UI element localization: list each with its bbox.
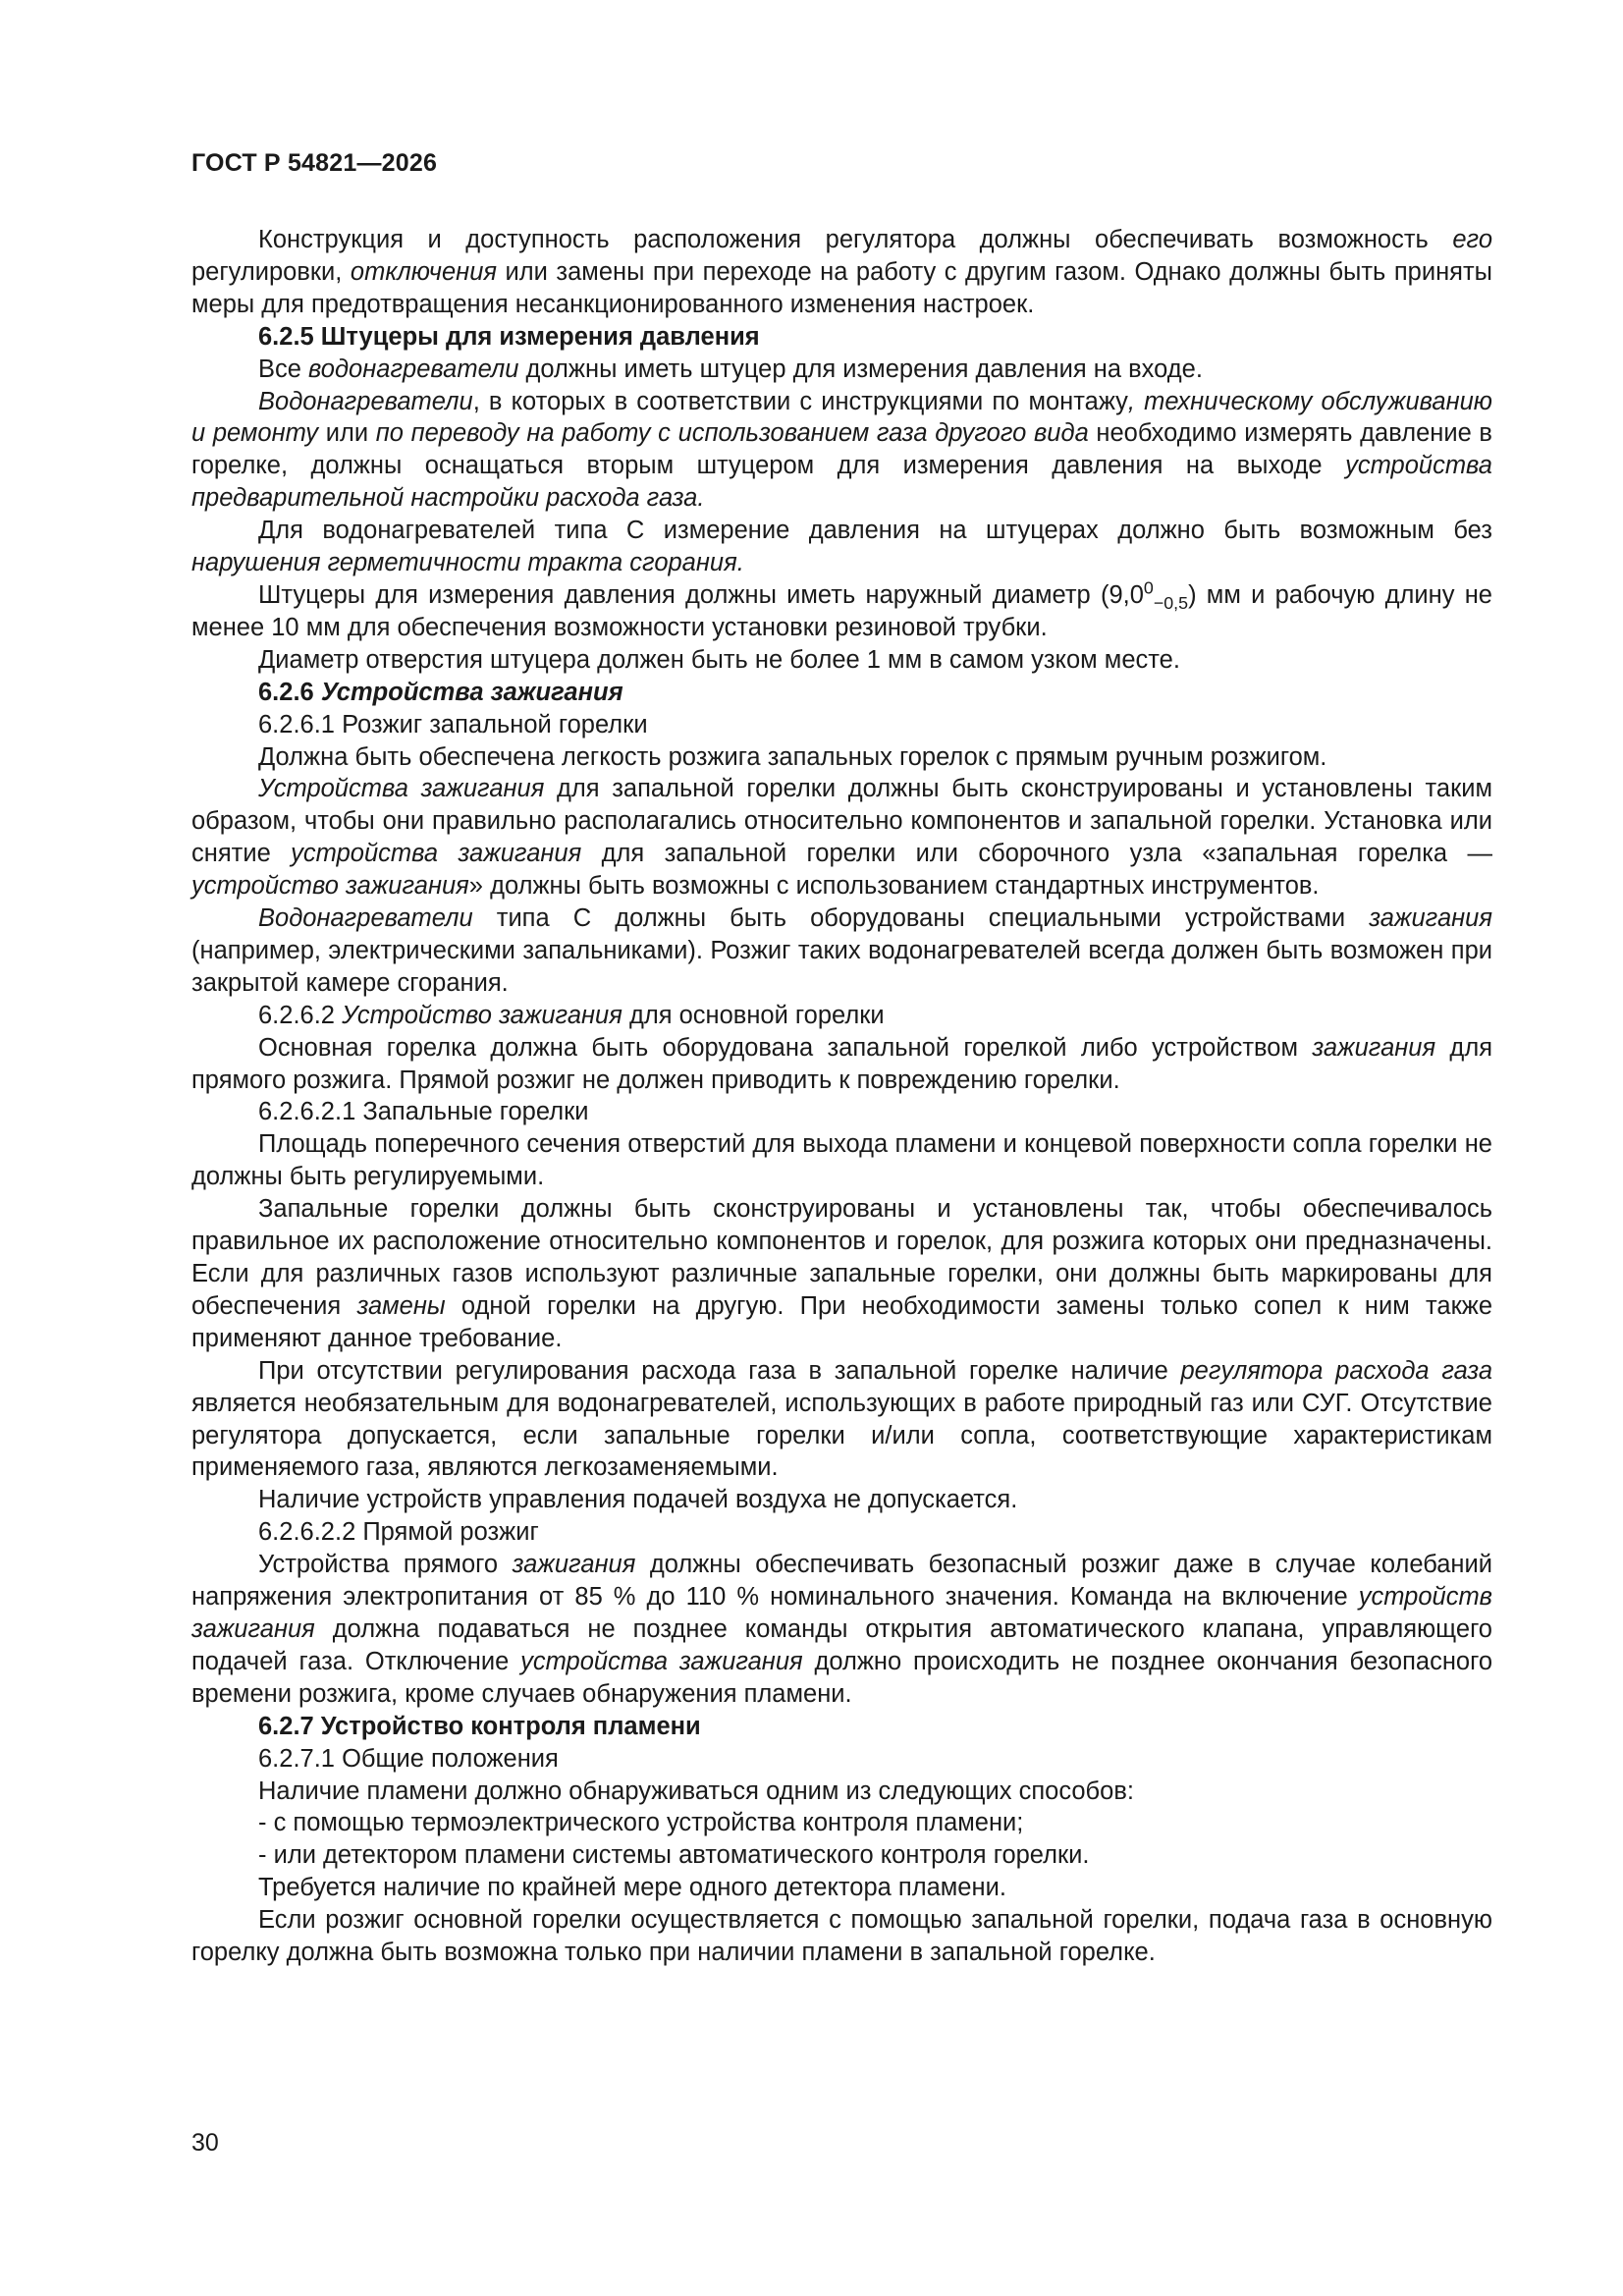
text-run: Требуется наличие по крайней мере одного детектора пламени. (258, 1874, 1006, 1902)
text-run: Устройства прямого (258, 1551, 513, 1579)
text-run: Если розжиг основной горелки осуществляется с помощью запальной горелки, подача газа в основную горелку должна быть возможна только при наличии пламени в запальной горелке. (191, 1906, 1492, 1967)
text-run: для запальной горелки должны быть сконструированы и установлены таким образом, чтобы они правильно располагались относительно компонентов и запальной горелки. Установка или снятие (191, 775, 1493, 868)
paragraph (191, 644, 1492, 677)
text-run: Площадь поперечного сечения отверстий для выхода пламени и концевой поверхности сопла горелки не должны быть регулируемыми. (191, 1130, 1492, 1191)
text-run: 6.2.7.1 Общие положения (258, 1744, 559, 1773)
text-run: Водонагреватели (258, 904, 473, 933)
text-run: (например, электрическими запальниками). Розжиг таких водонагревателей всегда должен быть возможен при закрытой камере сгорания. (191, 936, 1492, 997)
text-run: его (1452, 226, 1492, 253)
text-run: 6.2.7 Устройство контроля пламени (258, 1712, 701, 1740)
paragraph (191, 1807, 1492, 1839)
text-run: должны иметь штуцер для измерения давления на входе. (518, 355, 1203, 383)
text-run: необходимо измерять давление в горелке, должны оснащаться вторым штуцером для измерения давления на выходе (191, 419, 1492, 480)
text-run: , в которых в соответствии с инструкциями по монтажу (472, 387, 1128, 415)
paragraph (191, 224, 1492, 321)
text-run: для запальной горелки или сборочного узла «запальная горелка — (581, 840, 1492, 868)
subsection-heading (191, 1096, 1492, 1128)
paragraph (191, 1355, 1492, 1485)
page-number: 30 (191, 2129, 219, 2157)
text-run: Запальные горелки должны быть сконструированы и установлены так, чтобы обеспечивалось правильное их расположение относительно компонентов и горелок, для розжига которых они предназначены. Если для различных газов используют различные запальные горелки, они должны быть маркированы для обеспечения (191, 1195, 1492, 1320)
text-run: зажигания (1369, 904, 1492, 933)
paragraph (191, 386, 1492, 516)
text-run: » должны быть возможны с использованием стандартных инструментов. (468, 872, 1320, 901)
text-run: устройство зажигания (191, 872, 469, 901)
text-run: устройства зажигания (291, 840, 582, 868)
text-run: Должна быть обеспечена легкость розжига запальных горелок с прямым ручным розжигом. (258, 742, 1327, 771)
section-heading (191, 321, 1492, 354)
text-run: является необязательным для водонагревателей, использующих в работе природный газ или СУГ. Отсутствие регулятора допускается, если запальные горелки и/или сопла, соответствующие характеристикам применяемого газа, являются легкозаменяемыми. (191, 1389, 1492, 1482)
text-run: типа С должны быть оборудованы специальными устройствами (472, 904, 1370, 933)
text-run: отключения (350, 257, 497, 286)
paragraph (191, 1904, 1492, 1969)
paragraph (191, 1484, 1492, 1516)
text-run: Водонагреватели (258, 387, 473, 415)
text-run: ) мм и рабочую длину не менее 10 мм для обеспечения возможности установки резиновой трубки. (191, 580, 1492, 641)
text-run: Наличие пламени должно обнаруживаться одним из следующих способов: (258, 1777, 1134, 1805)
subsection-heading (191, 709, 1492, 741)
text-run: Наличие устройств управления подачей воздуха не допускается. (258, 1486, 1018, 1514)
text-run: Основная горелка должна быть оборудована запальной горелкой либо устройством (258, 1033, 1313, 1062)
paragraph (191, 1549, 1492, 1711)
paragraph (191, 1776, 1492, 1808)
text-run: для основной горелки (622, 1001, 885, 1029)
document-body (191, 224, 1492, 1969)
text-run: или замены при переходе на работу с другим газом. Однако должны быть приняты меры для предотвращения несанкционированного изменения настроек. (191, 257, 1492, 318)
text-run: водонагреватели (308, 355, 519, 383)
subsection-heading (191, 1516, 1492, 1549)
text-run: Все (258, 355, 309, 383)
section-heading (191, 1711, 1492, 1743)
text-run: 6.2.6.2.2 Прямой розжиг (258, 1518, 539, 1547)
paragraph (191, 579, 1492, 644)
text-run: Штуцеры для измерения давления должны иметь наружный диаметр (9,0 (258, 580, 1144, 609)
subsection-heading (191, 1743, 1492, 1776)
paragraph (191, 741, 1492, 774)
text-run: Устройство зажигания (342, 1001, 622, 1029)
text-run: 6.2.5 Штуцеры для измерения давления (258, 322, 760, 351)
text-run: Устройства зажигания (258, 775, 545, 803)
text-run: для прямого розжига. Прямой розжиг не должен приводить к повреждению горелки. (191, 1033, 1493, 1094)
text-run: нарушения герметичности тракта сгорания. (191, 549, 744, 577)
text-run: 6.2.6.2.1 Запальные горелки (258, 1098, 589, 1126)
text-run: 6.2.6 (258, 678, 321, 706)
text-run: При отсутствии регулирования расхода газа в запальной горелке наличие (258, 1356, 1181, 1385)
text-run: должны обеспечивать безопасный розжиг даже в случае колебаний напряжения электропитания от 85 % до 110 % номинального значения. Команда на включение (191, 1551, 1492, 1612)
section-heading (191, 677, 1492, 709)
text-run: устройства зажигания (520, 1647, 803, 1675)
paragraph (191, 1032, 1492, 1097)
document-code-header: ГОСТ Р 54821—2026 (191, 149, 438, 177)
text-run: 6.2.6.1 Розжиг запальной горелки (258, 710, 648, 738)
text-run: устройства предварительной настройки расхода газа. (191, 452, 1492, 513)
paragraph (191, 773, 1492, 902)
text-run: по переводу на работу с использованием газа другого вида (375, 419, 1089, 448)
text-run: зажигания (512, 1551, 636, 1579)
text-run: зажигания (1312, 1033, 1436, 1062)
paragraph (191, 1193, 1492, 1355)
text-run: , техническому обслуживанию и ремонту (191, 387, 1492, 448)
text-run: Конструкция и доступность расположения регулятора должны обеспечивать возможность (258, 226, 1453, 253)
text-run: Устройства зажигания (320, 678, 623, 706)
text-run: - с помощью термоэлектрического устройства контроля пламени; (258, 1809, 1024, 1837)
text-run: регулировки, (191, 257, 351, 286)
text-run: Диаметр отверстия штуцера должен быть не более 1 мм в самом узком месте. (258, 645, 1180, 674)
subsection-heading (191, 1000, 1492, 1032)
paragraph (191, 902, 1492, 1000)
text-run: или (318, 419, 376, 448)
paragraph (191, 1839, 1492, 1872)
text-run: должно происходить не позднее окончания безопасного времени розжига, кроме случаев обнаружения пламени. (191, 1647, 1493, 1708)
text-run: должна подаваться не позднее команды открытия автоматического клапана, управляющего подачей газа. Отключение (191, 1614, 1492, 1675)
paragraph (191, 1128, 1492, 1193)
text-run: 6.2.6.2 (258, 1001, 343, 1029)
text-run: 0 (1143, 577, 1154, 598)
text-run: Для водонагревателей типа С измерение давления на штуцерах должно быть возможным без (258, 517, 1492, 545)
text-run: −0,5 (1153, 593, 1189, 614)
text-run: - или детектором пламени системы автоматического контроля горелки. (258, 1841, 1090, 1870)
paragraph (191, 515, 1492, 579)
paragraph (191, 354, 1492, 386)
text-run: одной горелки на другую. При необходимости замены только сопел к ним также применяют данное требование. (191, 1291, 1493, 1352)
paragraph (191, 1872, 1492, 1904)
text-run: регулятора расхода газа (1180, 1356, 1492, 1385)
text-run: замены (356, 1291, 446, 1320)
text-run: устройств зажигания (191, 1583, 1492, 1643)
